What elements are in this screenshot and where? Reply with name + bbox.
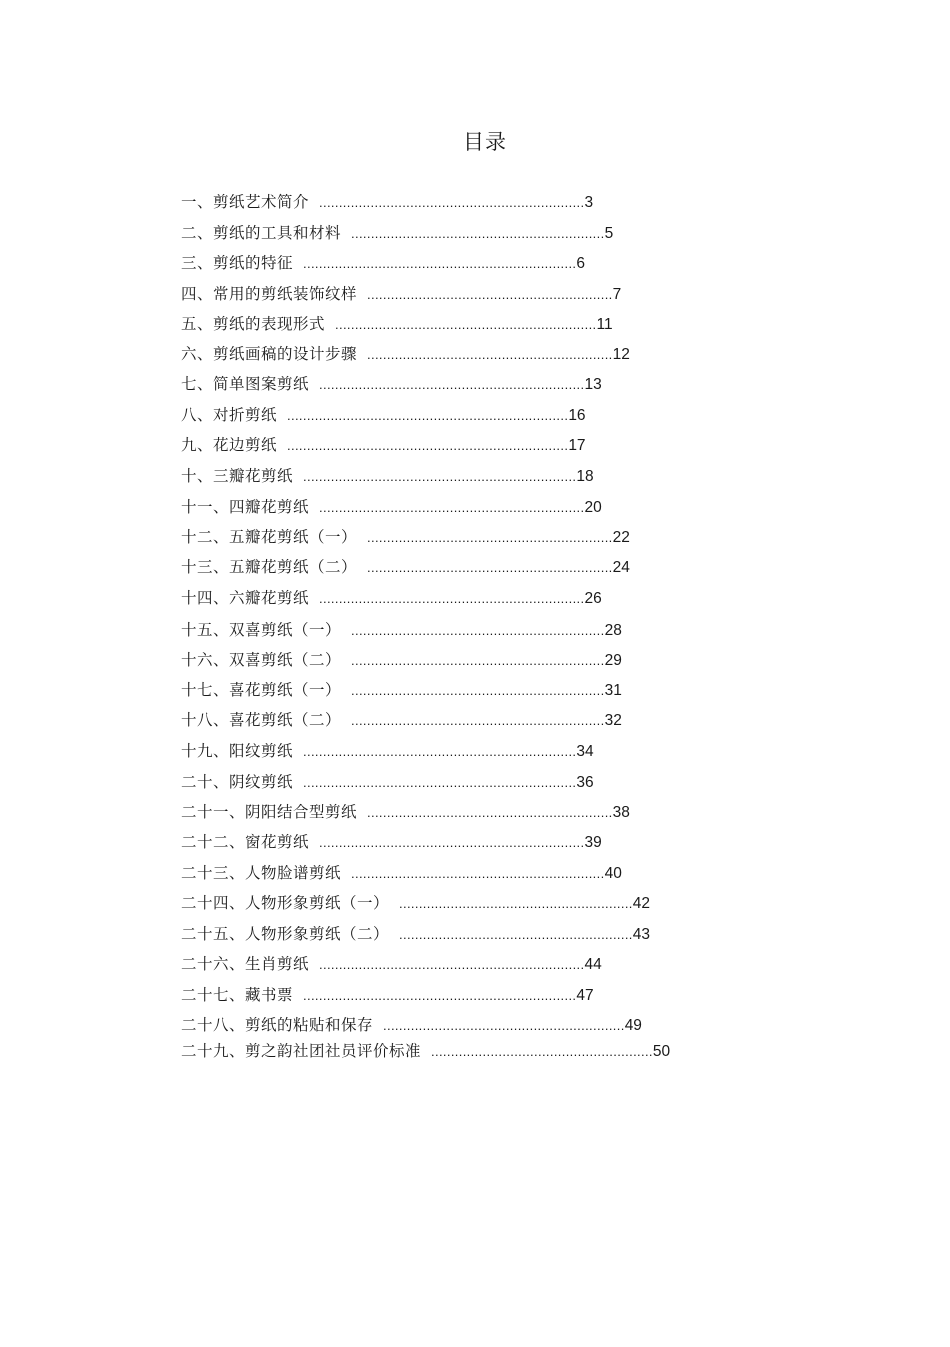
toc-page-number: 34 bbox=[576, 743, 594, 760]
toc-entry[interactable] bbox=[181, 830, 602, 854]
toc-entry[interactable] bbox=[181, 403, 586, 427]
toc-page-number: 20 bbox=[584, 499, 602, 516]
toc-page-number: 38 bbox=[612, 804, 630, 821]
toc-entry[interactable] bbox=[181, 1013, 642, 1037]
toc-page-number: 18 bbox=[576, 468, 594, 485]
toc-entry[interactable] bbox=[181, 983, 594, 1007]
toc-leader-dots: ................................................................... bbox=[319, 500, 585, 515]
toc-leader-dots: ................................................................ bbox=[351, 653, 605, 668]
toc-entry-label: 十七、喜花剪纸（一） bbox=[181, 681, 342, 699]
toc-leader-dots: ........................................................... bbox=[399, 896, 633, 911]
toc-entry-label: 三、剪纸的特征 bbox=[181, 254, 294, 272]
toc-entry-label: 十、三瓣花剪纸 bbox=[181, 467, 294, 485]
toc-page-number: 50 bbox=[652, 1043, 671, 1060]
toc-entry[interactable] bbox=[181, 190, 593, 214]
toc-page-number: 36 bbox=[576, 774, 594, 791]
toc-page-number: 22 bbox=[612, 529, 630, 546]
toc-entry[interactable] bbox=[181, 708, 622, 732]
toc-entry-label: 二十五、人物形象剪纸（二） bbox=[181, 925, 390, 943]
toc-entry-label: 二十七、藏书票 bbox=[181, 986, 294, 1004]
toc-leader-dots: ................................................................... bbox=[319, 377, 585, 392]
toc-entry[interactable] bbox=[181, 433, 586, 457]
toc-entry[interactable] bbox=[181, 770, 594, 794]
toc-page-number: 5 bbox=[604, 225, 614, 242]
toc-entry-label: 二十、阴纹剪纸 bbox=[181, 773, 294, 791]
toc-entry-label: 六、剪纸画稿的设计步骤 bbox=[181, 345, 358, 363]
toc-entry[interactable] bbox=[181, 891, 650, 915]
toc-leader-dots: ....................................................................... bbox=[287, 408, 569, 423]
toc-page-number: 7 bbox=[612, 286, 622, 303]
toc-leader-dots: ..................................................................... bbox=[303, 744, 577, 759]
toc-leader-dots: .............................................................. bbox=[367, 560, 613, 575]
toc-entry[interactable] bbox=[181, 372, 602, 396]
toc-page-number: 32 bbox=[604, 712, 622, 729]
toc-entry[interactable] bbox=[181, 648, 622, 672]
toc-entry-label: 二、剪纸的工具和材料 bbox=[181, 224, 342, 242]
toc-entry[interactable] bbox=[181, 952, 602, 976]
toc-page-number: 16 bbox=[568, 407, 586, 424]
toc-entry[interactable] bbox=[181, 495, 602, 519]
toc-page-number: 47 bbox=[576, 987, 594, 1004]
toc-entry-label: 十五、双喜剪纸（一） bbox=[181, 621, 342, 639]
toc-leader-dots: ..................................................................... bbox=[303, 988, 577, 1003]
toc-leader-dots: ........................................................ bbox=[431, 1044, 653, 1059]
toc-leader-dots: ................................................................ bbox=[351, 866, 605, 881]
toc-leader-dots: ................................................................ bbox=[351, 623, 605, 638]
toc-entry-label: 九、花边剪纸 bbox=[181, 436, 278, 454]
toc-entry-label: 十四、六瓣花剪纸 bbox=[181, 589, 310, 607]
toc-entry-label: 二十二、窗花剪纸 bbox=[181, 833, 310, 851]
toc-leader-dots: ................................................................... bbox=[319, 835, 585, 850]
toc-page-number: 13 bbox=[584, 376, 602, 393]
toc-entry-label: 二十一、阴阳结合型剪纸 bbox=[181, 803, 358, 821]
toc-entry-label: 四、常用的剪纸装饰纹样 bbox=[181, 285, 358, 303]
toc-leader-dots: ............................................................. bbox=[383, 1018, 625, 1033]
toc-leader-dots: ................................................................ bbox=[351, 683, 605, 698]
toc-entry-label: 二十四、人物形象剪纸（一） bbox=[181, 894, 390, 912]
toc-leader-dots: ..................................................................... bbox=[303, 256, 577, 271]
toc-leader-dots: ................................................................... bbox=[319, 591, 585, 606]
toc-leader-dots: ................................................................ bbox=[351, 713, 605, 728]
toc-entry[interactable] bbox=[181, 555, 630, 579]
toc-page-number: 28 bbox=[604, 622, 622, 639]
toc-entry-label: 二十八、剪纸的粘贴和保存 bbox=[181, 1016, 374, 1034]
toc-entry[interactable] bbox=[181, 221, 613, 245]
toc-entry-label: 十二、五瓣花剪纸（一） bbox=[181, 528, 358, 546]
toc-entry-label: 十九、阳纹剪纸 bbox=[181, 742, 294, 760]
toc-entry[interactable] bbox=[181, 861, 622, 885]
toc-leader-dots: ................................................................... bbox=[319, 957, 585, 972]
toc-entry[interactable] bbox=[181, 800, 630, 824]
toc-entry[interactable] bbox=[181, 464, 594, 488]
toc-page-number: 39 bbox=[584, 834, 602, 851]
page-title: 目录 bbox=[463, 130, 507, 154]
toc-page-number: 24 bbox=[612, 559, 630, 576]
toc-entry-label: 五、剪纸的表现形式 bbox=[181, 315, 326, 333]
toc-page-number: 29 bbox=[604, 652, 622, 669]
toc-leader-dots: ....................................................................... bbox=[287, 438, 569, 453]
toc-leader-dots: ........................................................... bbox=[399, 927, 633, 942]
toc-entry[interactable] bbox=[181, 739, 594, 763]
toc-entry-label: 十八、喜花剪纸（二） bbox=[181, 711, 342, 729]
toc-entry-label: 一、剪纸艺术简介 bbox=[181, 193, 310, 211]
toc-leader-dots: .............................................................. bbox=[367, 347, 613, 362]
toc-page-number: 3 bbox=[584, 194, 594, 211]
toc-page-number: 49 bbox=[624, 1017, 642, 1034]
toc-entry[interactable] bbox=[181, 282, 621, 306]
toc-entry-label: 七、简单图案剪纸 bbox=[181, 375, 310, 393]
toc-entry-label: 十一、四瓣花剪纸 bbox=[181, 498, 310, 516]
toc-entry[interactable] bbox=[181, 342, 630, 366]
toc-page-number: 43 bbox=[632, 926, 651, 943]
toc-page-number: 17 bbox=[568, 437, 586, 454]
toc-page-number: 12 bbox=[612, 346, 630, 363]
toc-page-number: 11 bbox=[596, 316, 613, 333]
toc-entry-label: 二十九、剪之韵社团社员评价标准 bbox=[181, 1042, 422, 1060]
toc-leader-dots: ..................................................................... bbox=[303, 775, 577, 790]
toc-leader-dots: ................................................................ bbox=[351, 226, 605, 241]
toc-entry-label: 二十六、生肖剪纸 bbox=[181, 955, 310, 973]
toc-entry[interactable] bbox=[181, 678, 622, 702]
toc-entry[interactable] bbox=[181, 1039, 670, 1063]
toc-entry[interactable] bbox=[181, 586, 602, 610]
toc-entry-label: 十六、双喜剪纸（二） bbox=[181, 651, 342, 669]
toc-entry[interactable] bbox=[181, 312, 613, 336]
toc-page-number: 44 bbox=[584, 956, 602, 973]
toc-entry-label: 八、对折剪纸 bbox=[181, 406, 278, 424]
toc-page-number: 42 bbox=[632, 895, 651, 912]
toc-leader-dots: ................................................................... bbox=[319, 195, 585, 210]
toc-page-number: 40 bbox=[604, 865, 622, 882]
toc-entry[interactable] bbox=[181, 618, 622, 642]
toc-entry[interactable] bbox=[181, 525, 630, 549]
toc-entry-label: 十三、五瓣花剪纸（二） bbox=[181, 558, 358, 576]
toc-entry-label: 二十三、人物脸谱剪纸 bbox=[181, 864, 342, 882]
toc-leader-dots: .............................................................. bbox=[367, 287, 613, 302]
toc-leader-dots: ..................................................................... bbox=[303, 469, 577, 484]
toc-entry[interactable] bbox=[181, 251, 585, 275]
toc-leader-dots: .................................................................. bbox=[335, 317, 597, 332]
toc-page-number: 31 bbox=[604, 682, 622, 699]
toc-page-number: 26 bbox=[584, 590, 602, 607]
toc-leader-dots: .............................................................. bbox=[367, 805, 613, 820]
toc-leader-dots: .............................................................. bbox=[367, 530, 613, 545]
toc-entry[interactable] bbox=[181, 922, 650, 946]
toc-page-number: 6 bbox=[576, 255, 586, 272]
